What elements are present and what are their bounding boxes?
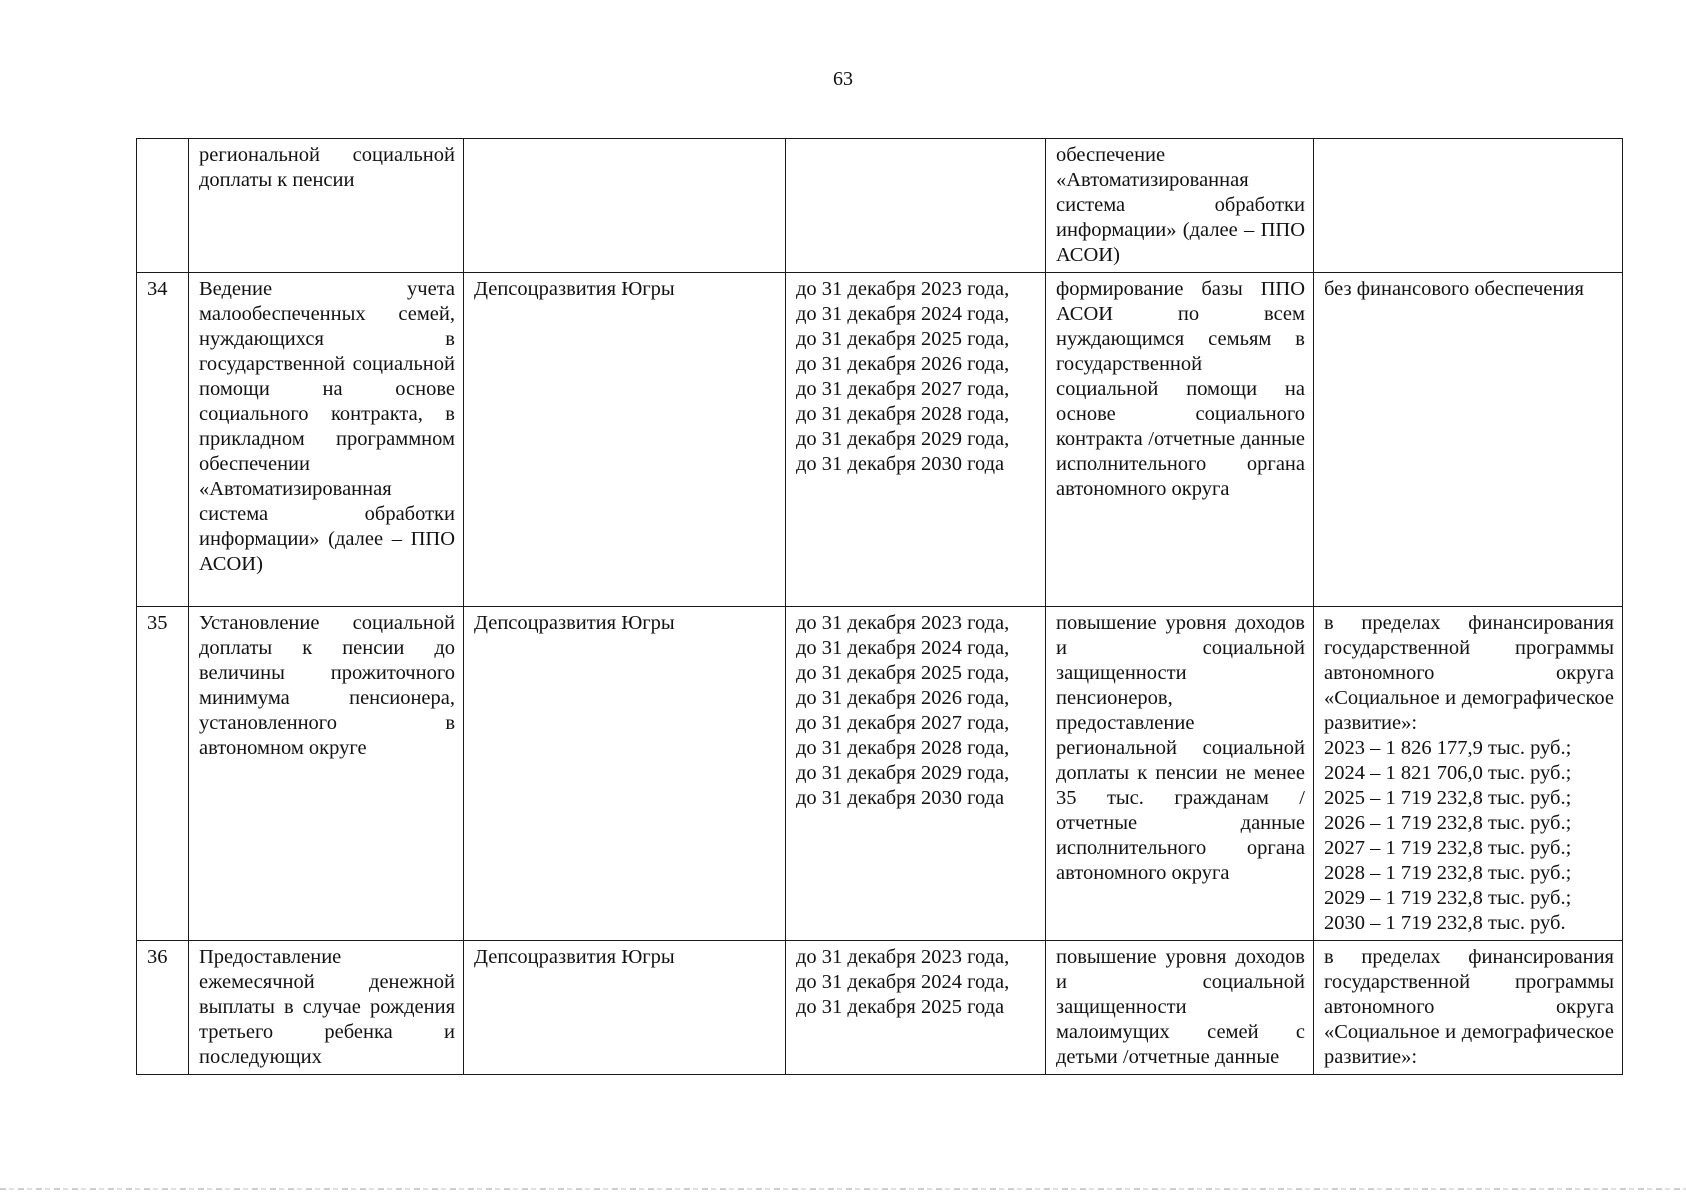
result-cell: обеспечение «Автоматизированная система обработки информации» (далее – ППО АСОИ) xyxy=(1046,139,1314,273)
deadline-line: до 31 декабря 2024 года, xyxy=(796,303,1010,325)
row-number-cell: 35 xyxy=(137,607,189,941)
deadline-line: до 31 декабря 2030 года xyxy=(796,787,1005,809)
deadline-cell xyxy=(786,273,1046,607)
deadline-line: до 31 декабря 2024 года, xyxy=(796,971,1010,993)
deadline-line: до 31 декабря 2025 года xyxy=(796,996,1005,1018)
deadline-cell xyxy=(786,607,1046,941)
deadline-line: до 31 декабря 2026 года, xyxy=(796,353,1010,375)
table-row xyxy=(137,607,1623,941)
result-cell: формирование базы ППО АСОИ по всем нуждающимся семьям в государственной социальной помощи на основе социального контракта /отчетные данные исполнительного органа автономного округа xyxy=(1046,273,1314,607)
financing-line: 2023 – 1 826 177,9 тыс. руб.; xyxy=(1324,737,1572,759)
activity-cell: региональной социальной доплаты к пенсии xyxy=(189,139,464,273)
financing-cell xyxy=(1314,607,1623,941)
financing-line: в пределах финансирования государственной программы автономного округа «Социальное и демографическое развитие»: xyxy=(1324,612,1614,734)
deadline-line: до 31 декабря 2028 года, xyxy=(796,737,1010,759)
financing-line: 2027 – 1 719 232,8 тыс. руб.; xyxy=(1324,837,1572,859)
deadline-line: до 31 декабря 2024 года, xyxy=(796,637,1010,659)
financing-line: без финансового обеспечения xyxy=(1324,278,1584,300)
page-number: 63 xyxy=(833,68,853,90)
deadline-line: до 31 декабря 2030 года xyxy=(796,453,1005,475)
financing-line: 2026 – 1 719 232,8 тыс. руб.; xyxy=(1324,812,1572,834)
financing-line: 2028 – 1 719 232,8 тыс. руб.; xyxy=(1324,862,1572,884)
deadline-cell xyxy=(786,139,1046,273)
row-number-cell: 36 xyxy=(137,941,189,1075)
financing-line: 2025 – 1 719 232,8 тыс. руб.; xyxy=(1324,787,1572,809)
executor-cell: Депсоцразвития Югры xyxy=(464,607,786,941)
activity-cell: Предоставление ежемесячной денежной выплаты в случае рождения третьего ребенка и последующих xyxy=(189,941,464,1075)
financing-cell xyxy=(1314,273,1623,607)
financing-cell xyxy=(1314,139,1623,273)
financing-cell xyxy=(1314,941,1623,1075)
result-cell: повышение уровня доходов и социальной защищенности пенсионеров, предоставление региональной социальной доплаты к пенсии не менее 35 тыс. гражданам /отчетные данные исполнительного органа автономного округа xyxy=(1046,607,1314,941)
table-row xyxy=(137,941,1623,1075)
scan-edge-line xyxy=(0,1188,1686,1190)
deadline-line: до 31 декабря 2023 года, xyxy=(796,946,1010,968)
measures-table xyxy=(136,138,1623,1075)
executor-cell: Депсоцразвития Югры xyxy=(464,273,786,607)
row-number-cell: 34 xyxy=(137,273,189,607)
deadline-line: до 31 декабря 2023 года, xyxy=(796,278,1010,300)
executor-cell xyxy=(464,139,786,273)
deadline-line: до 31 декабря 2023 года, xyxy=(796,612,1010,634)
executor-cell: Депсоцразвития Югры xyxy=(464,941,786,1075)
table-row xyxy=(137,139,1623,273)
deadline-line: до 31 декабря 2027 года, xyxy=(796,378,1010,400)
deadline-line: до 31 декабря 2029 года, xyxy=(796,428,1010,450)
financing-line: в пределах финансирования государственной программы автономного округа «Социальное и демографическое развитие»: xyxy=(1324,946,1614,1068)
deadline-line: до 31 декабря 2025 года, xyxy=(796,328,1010,350)
deadline-line: до 31 декабря 2026 года, xyxy=(796,687,1010,709)
financing-line: 2024 – 1 821 706,0 тыс. руб.; xyxy=(1324,762,1572,784)
table-row xyxy=(137,273,1623,607)
result-cell: повышение уровня доходов и социальной защищенности малоимущих семей с детьми /отчетные данные xyxy=(1046,941,1314,1075)
row-number-cell xyxy=(137,139,189,273)
deadline-line: до 31 декабря 2028 года, xyxy=(796,403,1010,425)
deadline-line: до 31 декабря 2025 года, xyxy=(796,662,1010,684)
deadline-line: до 31 декабря 2029 года, xyxy=(796,762,1010,784)
financing-line: 2030 – 1 719 232,8 тыс. руб. xyxy=(1324,912,1566,934)
deadline-line: до 31 декабря 2027 года, xyxy=(796,712,1010,734)
financing-line: 2029 – 1 719 232,8 тыс. руб.; xyxy=(1324,887,1572,909)
activity-cell: Ведение учета малообеспеченных семей, нуждающихся в государственной социальной помощи на основе социального контракта, в прикладном программном обеспечении «Автоматизированная система обработки информации» (далее – ППО АСОИ) xyxy=(189,273,464,607)
activity-cell: Установление социальной доплаты к пенсии до величины прожиточного минимума пенсионера, установленного в автономном округе xyxy=(189,607,464,941)
deadline-cell xyxy=(786,941,1046,1075)
